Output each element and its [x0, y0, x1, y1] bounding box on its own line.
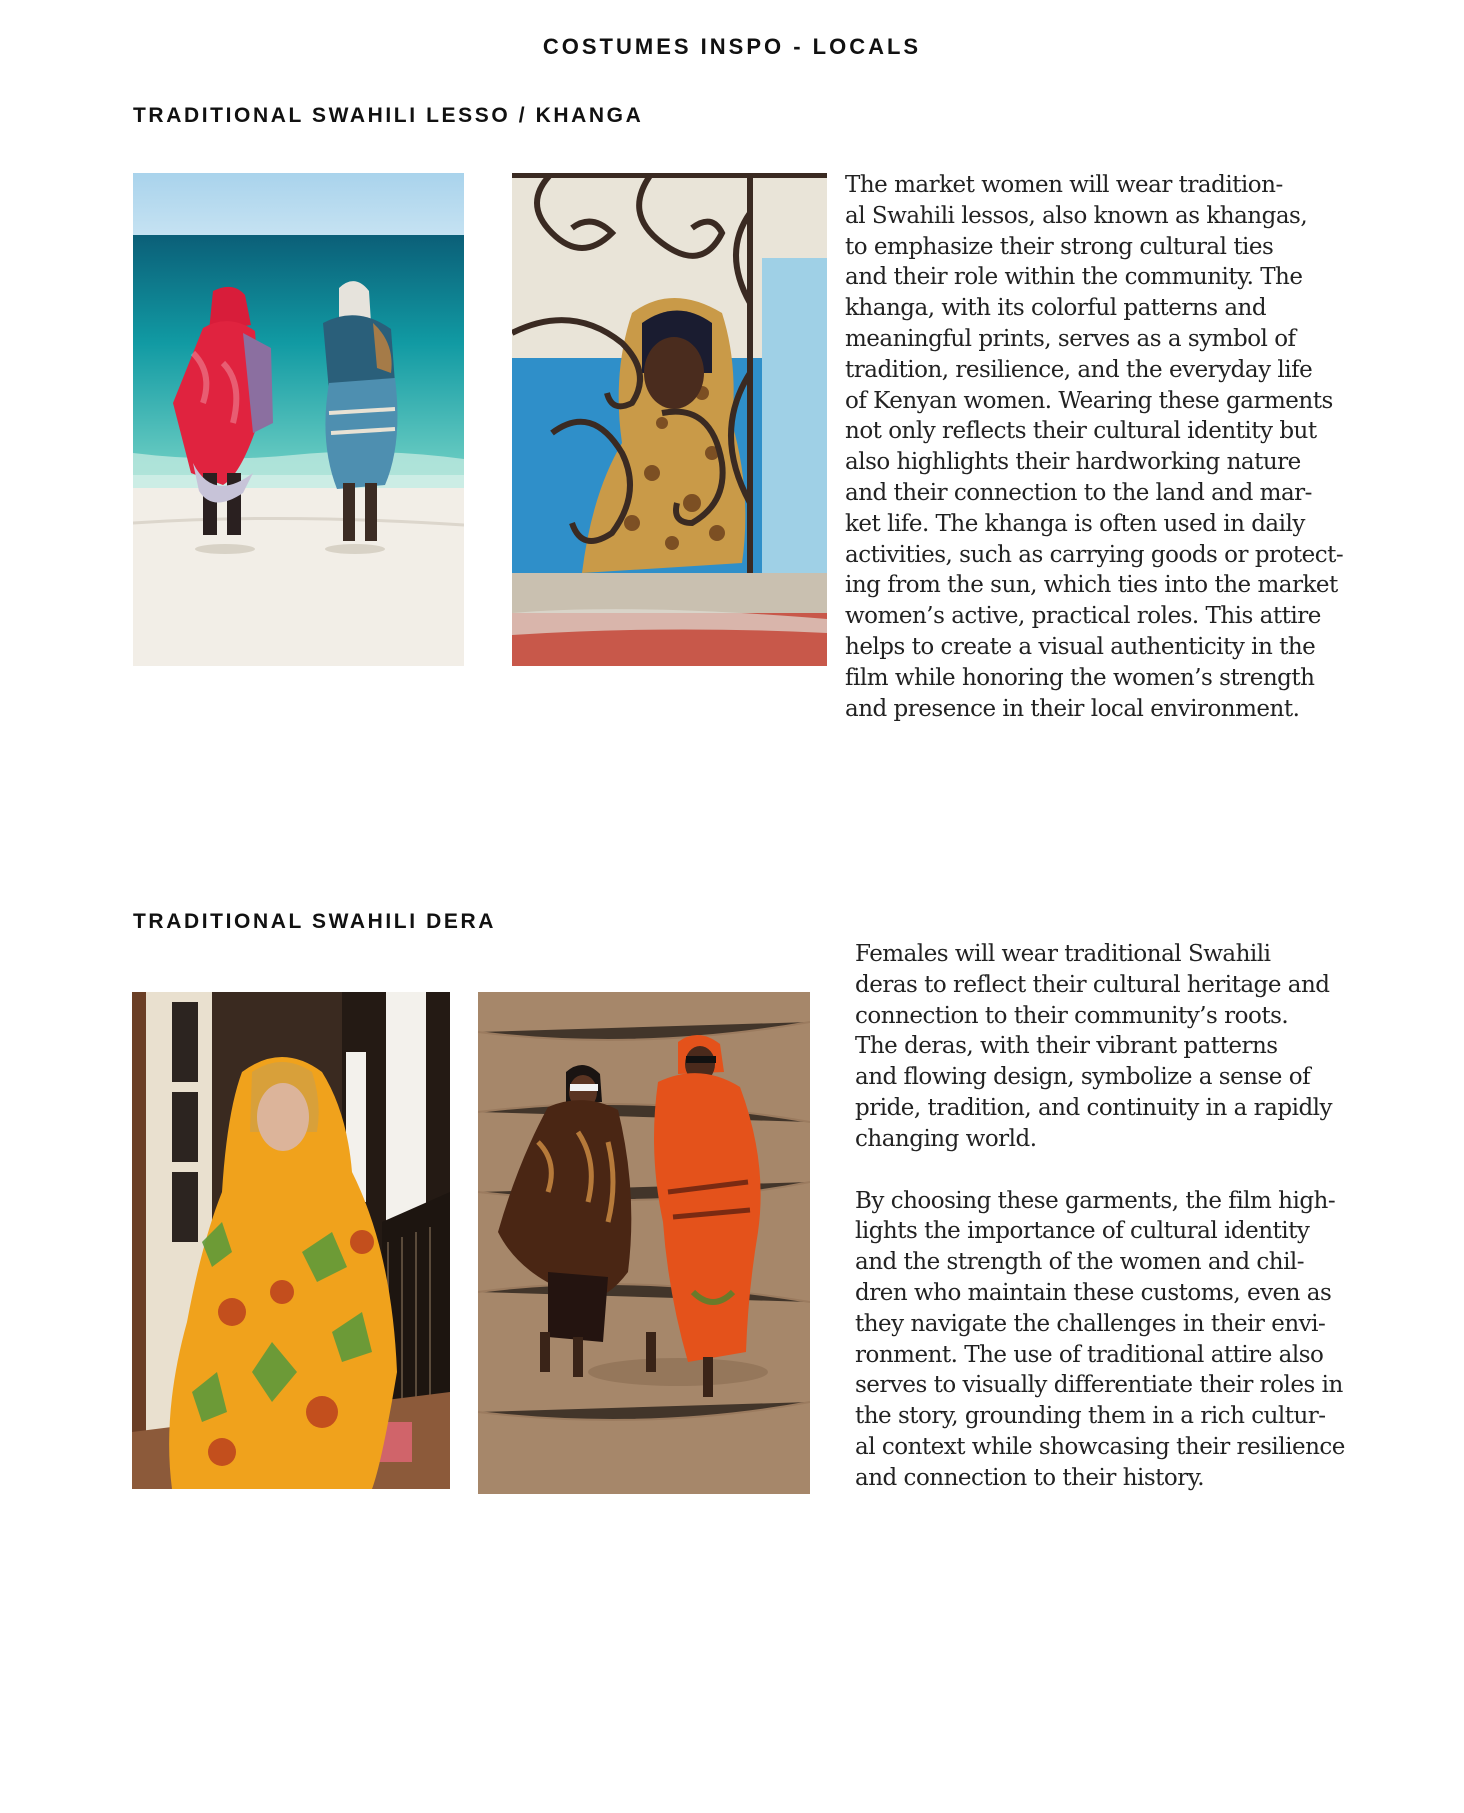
dera-description — [855, 939, 1375, 1494]
photo-orange-dera — [132, 992, 450, 1489]
photo-beach-women — [133, 173, 464, 666]
khanga-description — [845, 170, 1365, 724]
page-title: COSTUMES INSPO - LOCALS — [542, 34, 922, 59]
photo-window-woman — [512, 173, 827, 666]
photo-beach-walk — [478, 992, 810, 1494]
dera-paragraph-1: Females will wear traditional Swahili deras to reflect their cultural heritage and connection to their community’s roots. The deras, with their vibrant patterns and flowing design, symbolize a sense of pride, tradition, and continuity in a rapidly changing world. — [855, 941, 1333, 1152]
khanga-paragraph: The market women will wear tradition- al Swahili lessos, also known as khangas, to emphasize their strong cultural ties and their role within the community. The khanga, with its colorful patterns and meaningful prints, serves as a symbol of tradition, resilience, and the everyday life of Kenyan women. Wearing these garments not only reflects their cultural identity but also highlights their hardworking nature and their connection to the land and mar- ket life. The khanga is often used in daily activities, such as carrying goods or protect- ing from the sun, which ties into the market women’s active, practical roles. This attire helps to create a visual authenticity in the film while honoring the women’s strength and presence in their local environment. — [845, 172, 1344, 722]
section-heading-khanga: TRADITIONAL SWAHILI LESSO / KHANGA — [133, 104, 644, 127]
dera-paragraph-2: By choosing these garments, the film high- lights the importance of cultural identity and the strength of the women and chil- dren who maintain these customs, even as they navigate the challenges in their envi- ronment. The use of traditional attire also serves to visually differentiate their roles in the story, grounding them in a rich cultur- al context while showcasing their resilience and connection to their history. — [855, 1187, 1345, 1491]
paragraph-spacer — [855, 1155, 1375, 1186]
section-heading-dera: TRADITIONAL SWAHILI DERA — [133, 910, 497, 933]
